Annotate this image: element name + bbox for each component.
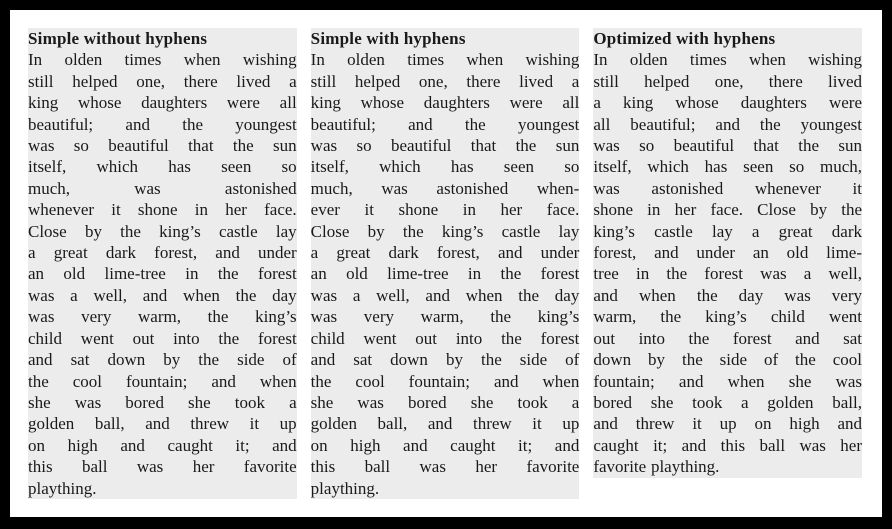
text-line: and sat down by the side of: [310, 350, 580, 370]
text-line: was very warm, the king’s: [310, 307, 580, 327]
text-line: and sat down by the side of: [28, 350, 297, 370]
text-line: a great dark forest, and under: [28, 243, 297, 263]
text-line: itself, which has seen so much,: [593, 157, 863, 177]
text-line: plaything.: [310, 478, 380, 498]
text-line: itself, which has seen so: [310, 157, 580, 177]
text-line: itself, which has seen so: [28, 157, 297, 177]
text-line: forest, and under an old lime-: [593, 243, 863, 263]
text-line: bored she took a golden ball,: [593, 392, 863, 412]
text-line: and threw it up on high and: [593, 414, 863, 434]
text-line: still helped one, there lived a: [310, 71, 580, 91]
text-line: down by the side of the cool: [593, 350, 863, 370]
text-line: ever it shone in her face.: [310, 200, 580, 220]
text-line: out into the forest and sat: [593, 328, 863, 348]
text-line: beautiful; and the youngest: [310, 114, 580, 134]
text-line: still helped one, there lived a: [28, 71, 297, 91]
text-line: she was bored she took a: [28, 392, 297, 412]
text-line: on high and caught it; and: [28, 435, 297, 455]
column-heading: Optimized with hyphens: [593, 29, 776, 48]
text-line: she was bored she took a: [310, 392, 580, 412]
text-line: this ball was her favorite: [310, 457, 580, 477]
text-line: was so beautiful that the sun: [28, 136, 297, 156]
text-line: Close by the king’s castle lay: [310, 221, 580, 241]
text-line: a king whose daughters were: [593, 93, 863, 113]
text-line: the cool fountain; and when: [310, 371, 580, 391]
text-line: a great dark forest, and under: [310, 243, 580, 263]
text-line: and when the day was very: [593, 285, 863, 305]
text-line: the cool fountain; and when: [28, 371, 297, 391]
text-line: favorite plaything.: [593, 457, 720, 477]
document-page: [10, 10, 882, 517]
text-line: golden ball, and threw it up: [310, 414, 580, 434]
text-line: In olden times when wishing: [593, 50, 863, 70]
text-line: an old lime-tree in the forest: [28, 264, 297, 284]
text-line: king whose daughters were all: [28, 93, 297, 113]
text-line: In olden times when wishing: [310, 50, 580, 70]
text-column-2: [311, 28, 580, 499]
text-line: beautiful; and the youngest: [28, 114, 297, 134]
column-heading: Simple with hyphens: [310, 29, 466, 48]
text-line: this ball was her favorite: [28, 457, 297, 477]
text-line: caught it; and this ball was her: [593, 435, 863, 455]
text-line: plaything.: [28, 478, 97, 498]
text-line: fountain; and when she was: [593, 371, 863, 391]
columns-container: [10, 10, 882, 499]
text-line: was astonished whenever it: [593, 178, 863, 198]
text-column-1: [28, 28, 297, 499]
text-line: was a well, and when the day: [310, 285, 580, 305]
text-line: warm, the king’s child went: [593, 307, 863, 327]
text-line: child went out into the forest: [310, 328, 580, 348]
text-line: Close by the king’s castle lay: [28, 221, 297, 241]
text-line: much, was astonished: [28, 178, 297, 198]
text-line: all beautiful; and the youngest: [593, 114, 863, 134]
text-line: whenever it shone in her face.: [28, 200, 297, 220]
text-line: golden ball, and threw it up: [28, 414, 297, 434]
text-line: tree in the forest was a well,: [593, 264, 863, 284]
column-heading: Simple without hyphens: [28, 29, 208, 48]
text-line: was a well, and when the day: [28, 285, 297, 305]
text-column-3: [593, 28, 862, 478]
text-line: was so beautiful that the sun: [310, 136, 580, 156]
text-line: In olden times when wishing: [28, 50, 297, 70]
text-line: king’s castle lay a great dark: [593, 221, 863, 241]
text-line: shone in her face. Close by the: [593, 200, 863, 220]
text-line: was very warm, the king’s: [28, 307, 297, 327]
text-line: still helped one, there lived: [593, 71, 863, 91]
text-line: was so beautiful that the sun: [593, 136, 863, 156]
text-line: on high and caught it; and: [310, 435, 580, 455]
text-line: much, was astonished when-: [310, 178, 580, 198]
text-line: child went out into the forest: [28, 328, 297, 348]
text-line: an old lime-tree in the forest: [310, 264, 580, 284]
text-line: king whose daughters were all: [310, 93, 580, 113]
